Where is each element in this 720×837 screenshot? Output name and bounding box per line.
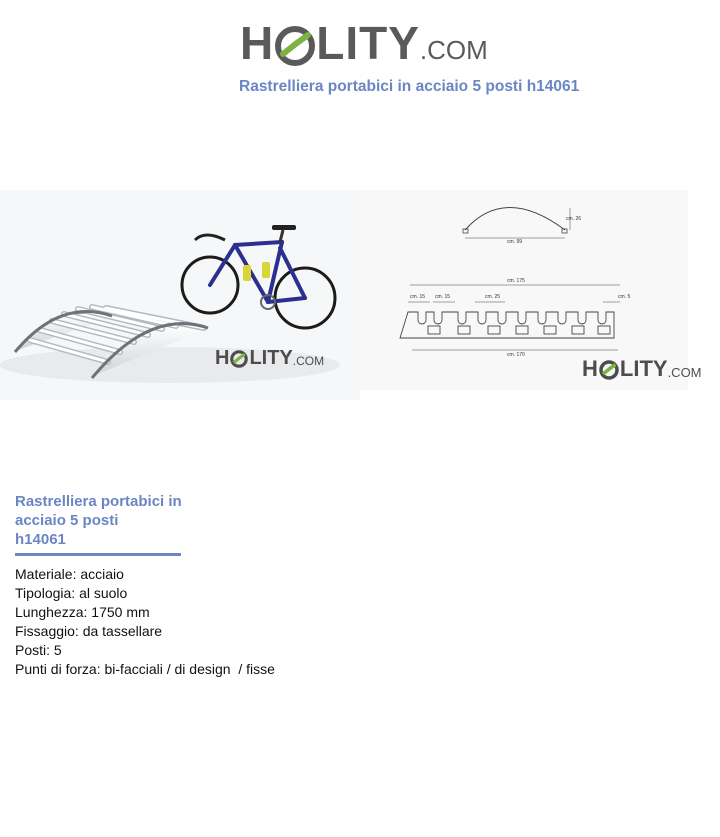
logo-domain: .COM <box>419 35 488 65</box>
label-spacing-d: cm. 5 <box>618 294 631 300</box>
label-spacing-c: cm. 25 <box>485 294 501 300</box>
technical-drawing <box>360 190 702 390</box>
spec-list <box>15 565 275 679</box>
watermark-domain: .COM <box>292 354 325 368</box>
product-name-line: Rastrelliera portabici in <box>15 493 182 510</box>
bike-rack-illustration <box>0 190 360 400</box>
product-name <box>15 492 215 549</box>
label-spacing-b: cm. 15 <box>435 294 451 300</box>
section-divider <box>15 553 181 556</box>
label-arc-height: cm. 26 <box>566 216 582 222</box>
logo-brand-lity: LITY <box>316 17 420 69</box>
drawing-watermark-logo <box>582 358 702 380</box>
watermark2-brand-lity: LITY <box>619 356 668 381</box>
document-title: Rastrelliera portabici in acciaio 5 posti h14061 <box>239 78 580 95</box>
label-spacing-a: cm. 15 <box>410 294 426 300</box>
watermark2-domain: .COM <box>667 365 702 380</box>
spec-fixing: Fissaggio: da tassellare <box>15 623 163 639</box>
watermark-brand-lity: LITY <box>249 347 293 369</box>
product-photo <box>0 190 360 400</box>
label-bottom-length: cm. 170 <box>507 352 525 358</box>
logo-o-icon <box>275 26 315 66</box>
watermark2-o-icon <box>599 360 619 380</box>
label-top-length: cm. 175 <box>507 278 525 284</box>
watermark-brand-h: H <box>215 347 230 369</box>
spec-places: Posti: 5 <box>15 642 62 658</box>
product-name-line: acciaio 5 posti <box>15 512 119 529</box>
photo-watermark-logo <box>215 348 324 368</box>
spec-material: Materiale: acciaio <box>15 566 124 582</box>
spec-strengths: Punti di forza: bi-facciali / di design / fisse <box>15 661 275 677</box>
logo-brand-h: H <box>240 17 275 69</box>
holity-logo[interactable] <box>240 10 488 69</box>
product-name-line: h14061 <box>15 531 66 548</box>
spec-length: Lunghezza: 1750 mm <box>15 604 150 620</box>
watermark-o-icon <box>230 350 248 368</box>
label-arc-width: cm. 99 <box>507 239 523 245</box>
watermark2-brand-h: H <box>582 356 598 381</box>
spec-type: Tipologia: al suolo <box>15 585 128 601</box>
